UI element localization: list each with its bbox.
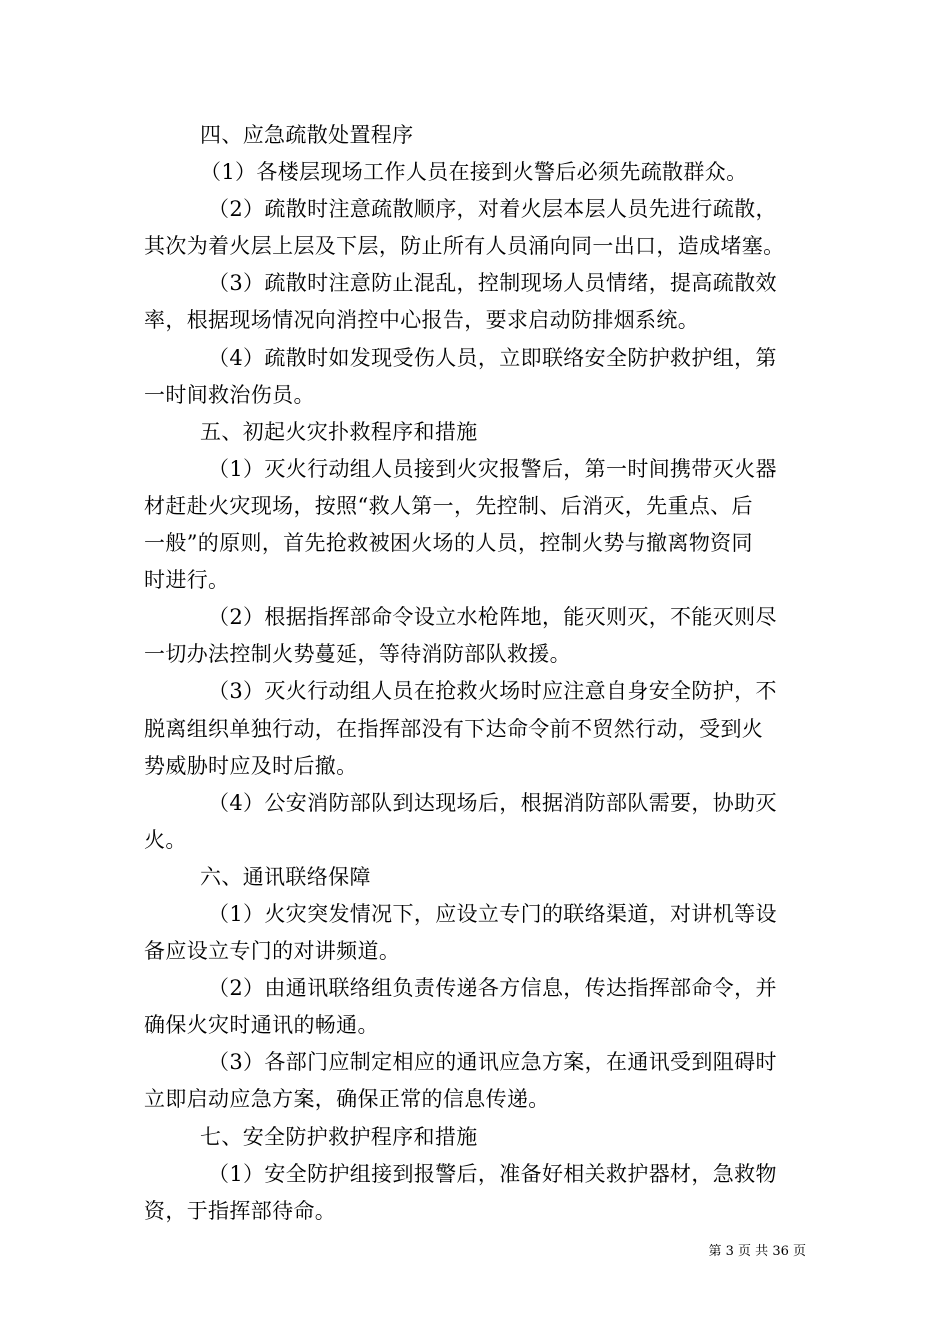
section-heading-line: （1）各楼层现场工作人员在接到火警后必须先疏散群众。 <box>200 160 748 185</box>
paragraph-line: （2）根据指挥部命令设立水枪阵地，能灭则灭，不能灭则尽 <box>208 605 777 630</box>
paragraph-line: （3）疏散时注意防止混乱，控制现场人员情绪，提高疏散效 <box>208 271 777 296</box>
paragraph-line: 资，于指挥部待命。 <box>144 1198 337 1223</box>
paragraph-line: 率，根据现场情况向消控中心报告，要求启动防排烟系统。 <box>144 308 700 333</box>
paragraph-line: 脱离组织单独行动，在指挥部没有下达命令前不贸然行动，受到火 <box>144 716 764 741</box>
section-heading-line: 四、应急疏散处置程序 <box>200 123 414 147</box>
paragraph-line: 火。 <box>144 827 187 852</box>
page-footer <box>0 1244 806 1260</box>
paragraph-line: 一时间救治伤员。 <box>144 382 315 407</box>
section-heading-line: 五、初起火灾扑救程序和措施 <box>200 419 478 444</box>
paragraph-line: （2）由通讯联络组负责传递各方信息，传达指挥部命令，并 <box>208 976 777 1001</box>
paragraph-line: 一切办法控制火势蔓延，等待消防部队救援。 <box>144 642 571 667</box>
paragraph-line: （1）安全防护组接到报警后，准备好相关救护器材，急救物 <box>208 1161 777 1186</box>
paragraph-line: （3）各部门应制定相应的通讯应急方案，在通讯受到阻碍时 <box>208 1050 777 1075</box>
paragraph-line: 确保火灾时通讯的畅通。 <box>144 1013 379 1038</box>
paragraph-line: 立即启动应急方案，确保正常的信息传递。 <box>144 1087 550 1112</box>
paragraph-line: 备应设立专门的对讲频道。 <box>144 939 401 964</box>
paragraph-line: 时进行。 <box>144 568 230 593</box>
paragraph-line: （3）灭火行动组人员在抢救火场时应注意自身安全防护，不 <box>208 679 777 704</box>
section-heading-line: 七、安全防护救护程序和措施 <box>200 1124 478 1149</box>
section-heading-line: 六、通讯联络保障 <box>200 864 371 889</box>
paragraph-line: （4）公安消防部队到达现场后，根据消防部队需要，协助灭 <box>208 790 777 815</box>
paragraph-line: （4）疏散时如发现受伤人员，立即联络安全防护救护组，第 <box>208 345 777 370</box>
paragraph-line: 势威胁时应及时后撤。 <box>144 753 358 778</box>
paragraph-line: （2）疏散时注意疏散顺序，对着火层本层人员先进行疏散， <box>208 197 777 222</box>
paragraph-line: 一般”的原则，首先抢救被困火场的人员，控制火势与撤离物资同 <box>144 531 753 556</box>
page-number: 第 3 页 共 36 页 <box>708 1244 806 1259</box>
paragraph-line: 其次为着火层上层及下层，防止所有人员涌向同一出口，造成堵塞。 <box>144 234 785 259</box>
paragraph-line: （1）火灾突发情况下，应设立专门的联络渠道，对讲机等设 <box>208 901 777 926</box>
paragraph-line: （1）灭火行动组人员接到火灾报警后，第一时间携带灭火器 <box>208 456 777 481</box>
paragraph-line: 材赶赴火灾现场，按照“救人第一，先控制、后消灭，先重点、后 <box>144 493 753 518</box>
document-body <box>144 117 808 1230</box>
